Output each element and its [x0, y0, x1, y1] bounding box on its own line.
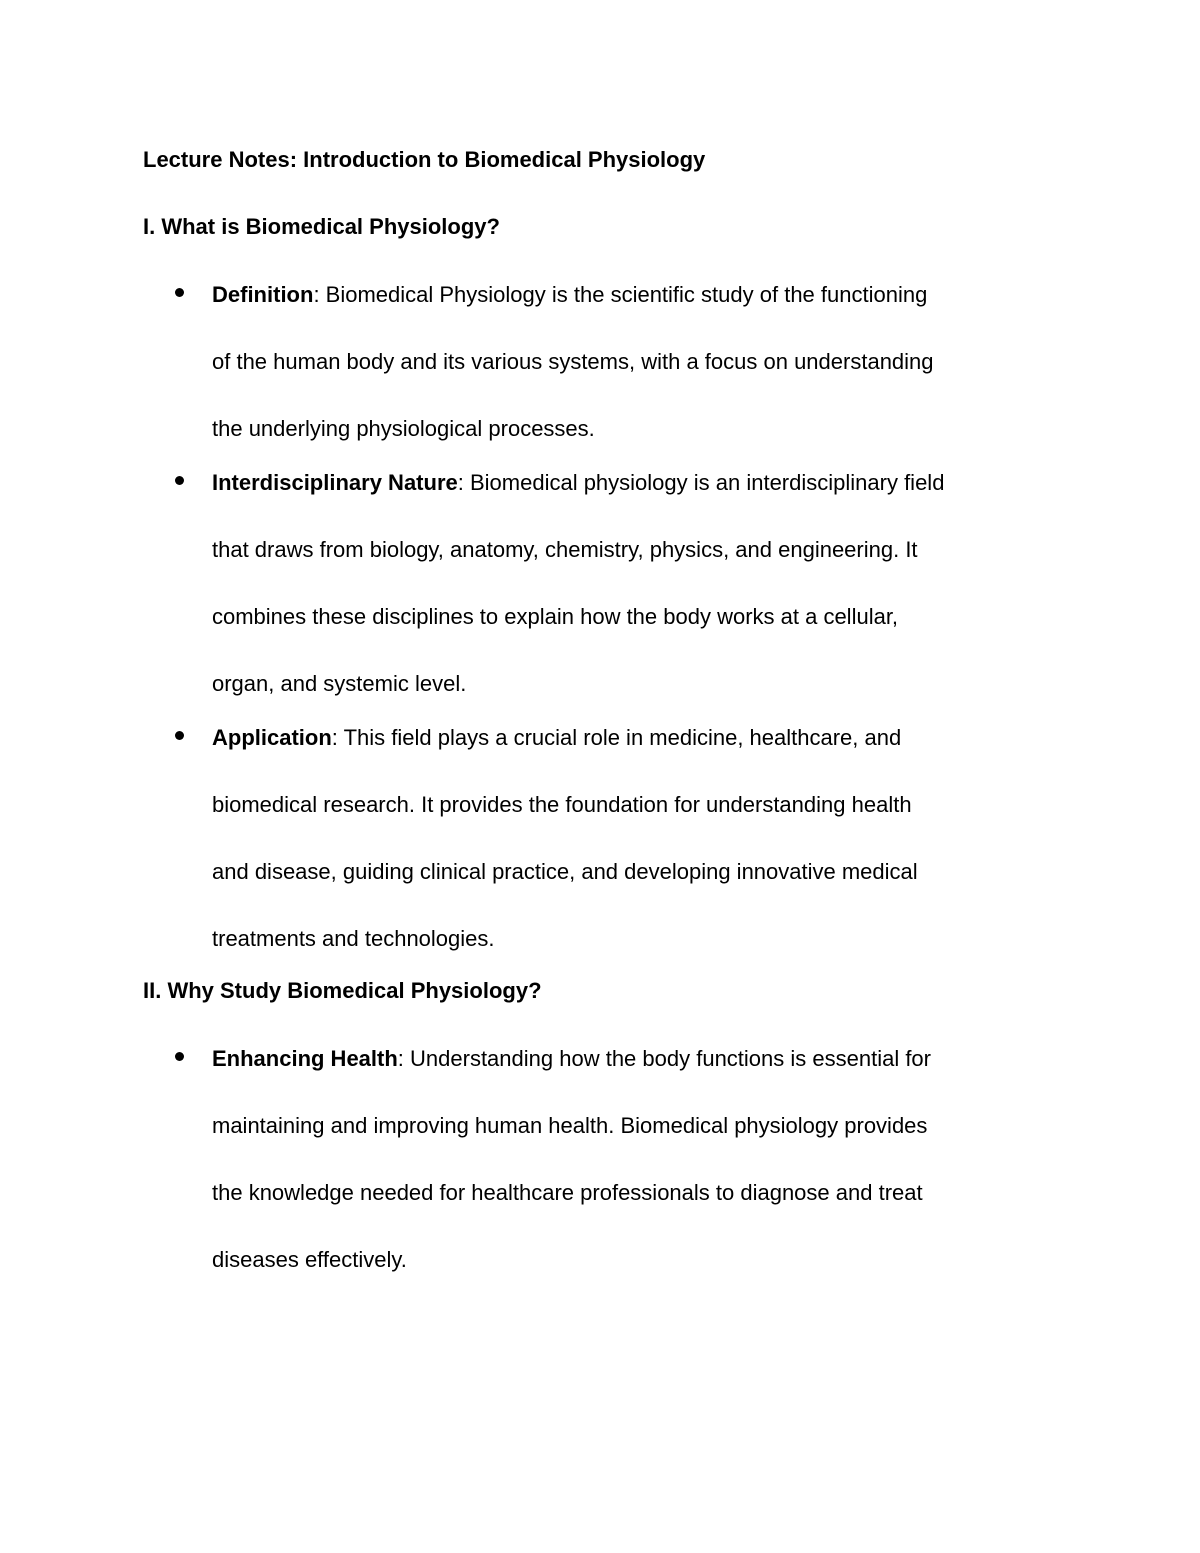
- list-item-line: [212, 261, 1063, 328]
- list-item: [143, 261, 1063, 462]
- section-why-study: [143, 971, 1063, 1293]
- list-item-term: Interdisciplinary Nature: [212, 470, 458, 495]
- list-item-term: Enhancing Health: [212, 1046, 398, 1071]
- bullet-icon: [175, 476, 184, 485]
- list-item-text: the underlying physiological processes.: [212, 416, 595, 441]
- bullet-icon: [175, 1052, 184, 1061]
- list-item-text: treatments and technologies.: [212, 926, 495, 951]
- list-item-line: [212, 1025, 1063, 1092]
- list-item-term: Definition: [212, 282, 314, 307]
- bullet-icon: [175, 288, 184, 297]
- list-item-text: : Biomedical Physiology is the scientific study of the functioning: [313, 282, 928, 307]
- list-item-text: : Understanding how the body functions is essential for: [397, 1046, 931, 1071]
- list-item: [143, 1025, 1063, 1293]
- list-item-text: : This field plays a crucial role in medicine, healthcare, and: [331, 725, 902, 750]
- list-item-text: diseases effectively.: [212, 1247, 407, 1272]
- list-item-line: [212, 704, 1063, 771]
- list-item-text: that draws from biology, anatomy, chemistry, physics, and engineering. It: [212, 537, 918, 562]
- list-item-text: : Biomedical physiology is an interdisciplinary field: [457, 470, 945, 495]
- list-item: [143, 449, 1063, 717]
- section-heading: I. What is Biomedical Physiology?: [143, 214, 500, 239]
- list-item-text: maintaining and improving human health. Biomedical physiology provides: [212, 1113, 928, 1138]
- section-what-is: [143, 207, 1063, 972]
- list-item-text: organ, and systemic level.: [212, 671, 467, 696]
- list-item-text: combines these disciplines to explain how the body works at a cellular,: [212, 604, 899, 629]
- list-item-text: the knowledge needed for healthcare professionals to diagnose and treat: [212, 1180, 923, 1205]
- bullet-list: [143, 261, 1063, 972]
- list-item-text: and disease, guiding clinical practice, and developing innovative medical: [212, 859, 918, 884]
- list-item: [143, 704, 1063, 972]
- list-item-term: Application: [212, 725, 332, 750]
- document-title: Lecture Notes: Introduction to Biomedical Physiology: [143, 147, 706, 172]
- list-item-line: [212, 449, 1063, 516]
- document-content: [143, 140, 1063, 1293]
- section-heading: II. Why Study Biomedical Physiology?: [143, 978, 542, 1003]
- list-item-text: biomedical research. It provides the foundation for understanding health: [212, 792, 912, 817]
- bullet-list: [143, 1025, 1063, 1293]
- list-item-text: of the human body and its various systems, with a focus on understanding: [212, 349, 934, 374]
- bullet-icon: [175, 731, 184, 740]
